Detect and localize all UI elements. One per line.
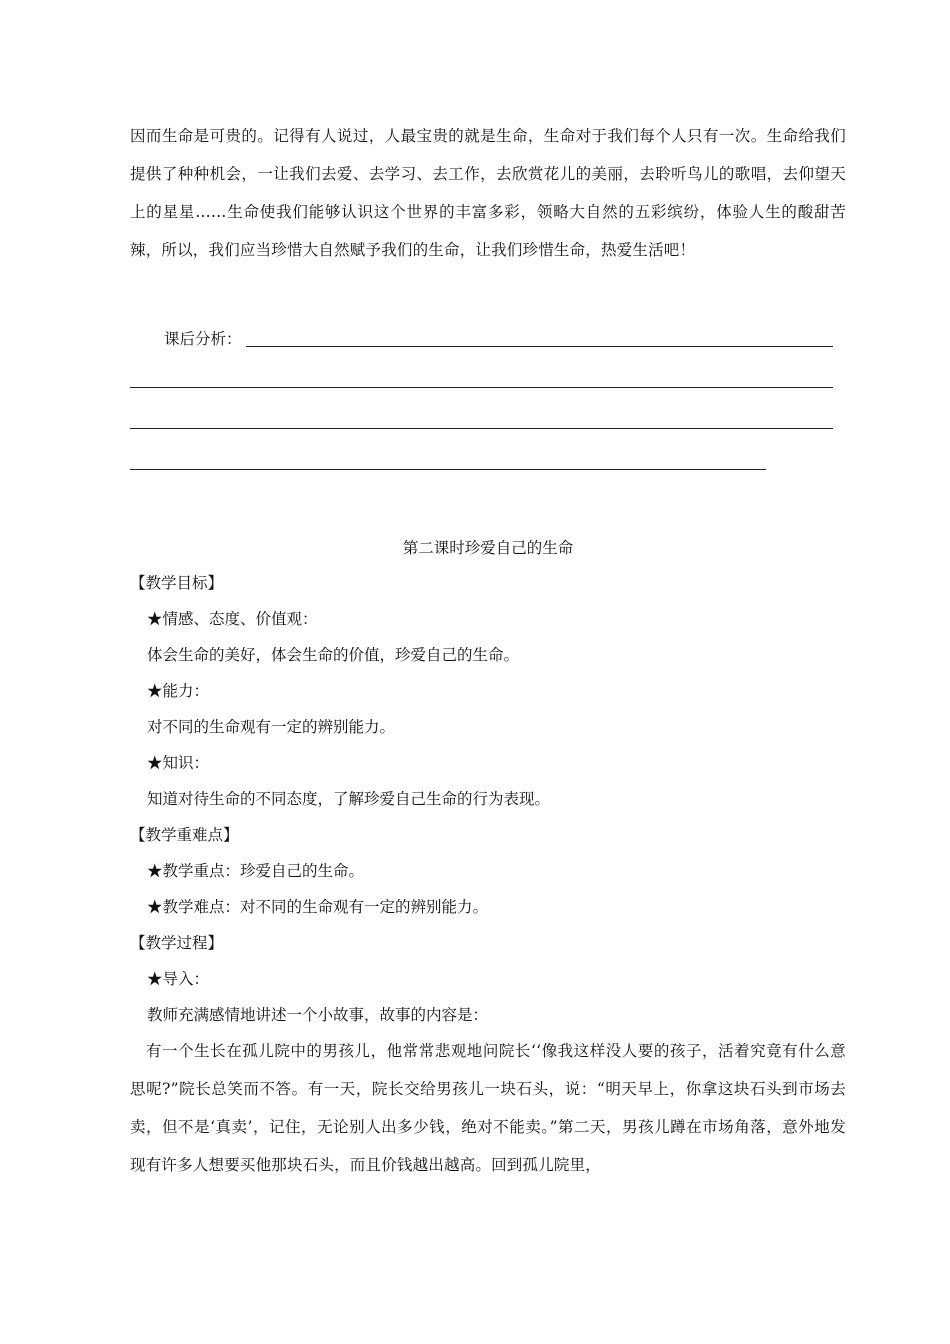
- analysis-blank-line-2: [130, 387, 833, 388]
- goal-ability-label: ★能力：: [147, 682, 210, 700]
- difficult-point: ★教学难点：对不同的生命观有一定的辨别能力。: [147, 898, 489, 916]
- key-difficult-points-heading: 【教学重难点】: [130, 826, 239, 844]
- teaching-process-heading: 【教学过程】: [130, 934, 224, 952]
- teaching-goals-heading: 【教学目标】: [130, 574, 224, 592]
- after-class-analysis-label: 课后分析：: [164, 330, 242, 348]
- goal-knowledge-label: ★知识：: [147, 754, 210, 772]
- goal-emotion-text: 体会生命的美好，体会生命的价值，珍爱自己的生命。: [147, 646, 520, 664]
- closing-paragraph: 因而生命是可贵的。记得有人说过，人最宝贵的就是生命，生命对于我们每个人只有一次。生命给我们提供了种种机会，一让我们去爱、去学习、去工作，去欣赏花儿的美丽，去聆听鸟儿的歌唱，去仰望天上的星星……生命使我们能够认识这个世界的丰富多彩，领略大自然的五彩缤纷，体验人生的酸甜苦辣，所以，我们应当珍惜大自然赋予我们的生命，让我们珍惜生命，热爱生活吧！: [130, 127, 846, 259]
- goal-ability-text: 对不同的生命观有一定的辨别能力。: [147, 718, 396, 736]
- lesson-title: 第二课时珍爱自己的生命: [402, 539, 574, 557]
- intro-text: 教师充满感情地讲述一个小故事，故事的内容是：: [147, 1006, 489, 1024]
- story-paragraph: 有一个生长在孤儿院中的男孩儿，他常常悲观地问院长‘‘像我这样没人要的孩子，活着究竟有什么意思呢?”院长总笑而不答。有一天，院长交给男孩儿一块石头，说：“明天早上，你拿这块石头到市场去卖，但不是‘真卖’，记住，无论别人出多少钱，绝对不能卖。”第二天，男孩儿蹲在市场角落，意外地发现有许多人想要买他那块石头，而且价钱越出越高。回到孤儿院里，: [130, 1042, 846, 1174]
- key-point: ★教学重点：珍爱自己的生命。: [147, 862, 365, 880]
- intro-label: ★导入：: [147, 970, 210, 988]
- goal-knowledge-text: 知道对待生命的不同态度，了解珍爱自己生命的行为表现。: [147, 790, 551, 808]
- analysis-blank-line-3: [130, 428, 833, 429]
- goal-emotion-label: ★情感、态度、价值观：: [147, 610, 318, 628]
- analysis-blank-line-4: [130, 469, 766, 470]
- analysis-blank-line-1: [246, 346, 833, 347]
